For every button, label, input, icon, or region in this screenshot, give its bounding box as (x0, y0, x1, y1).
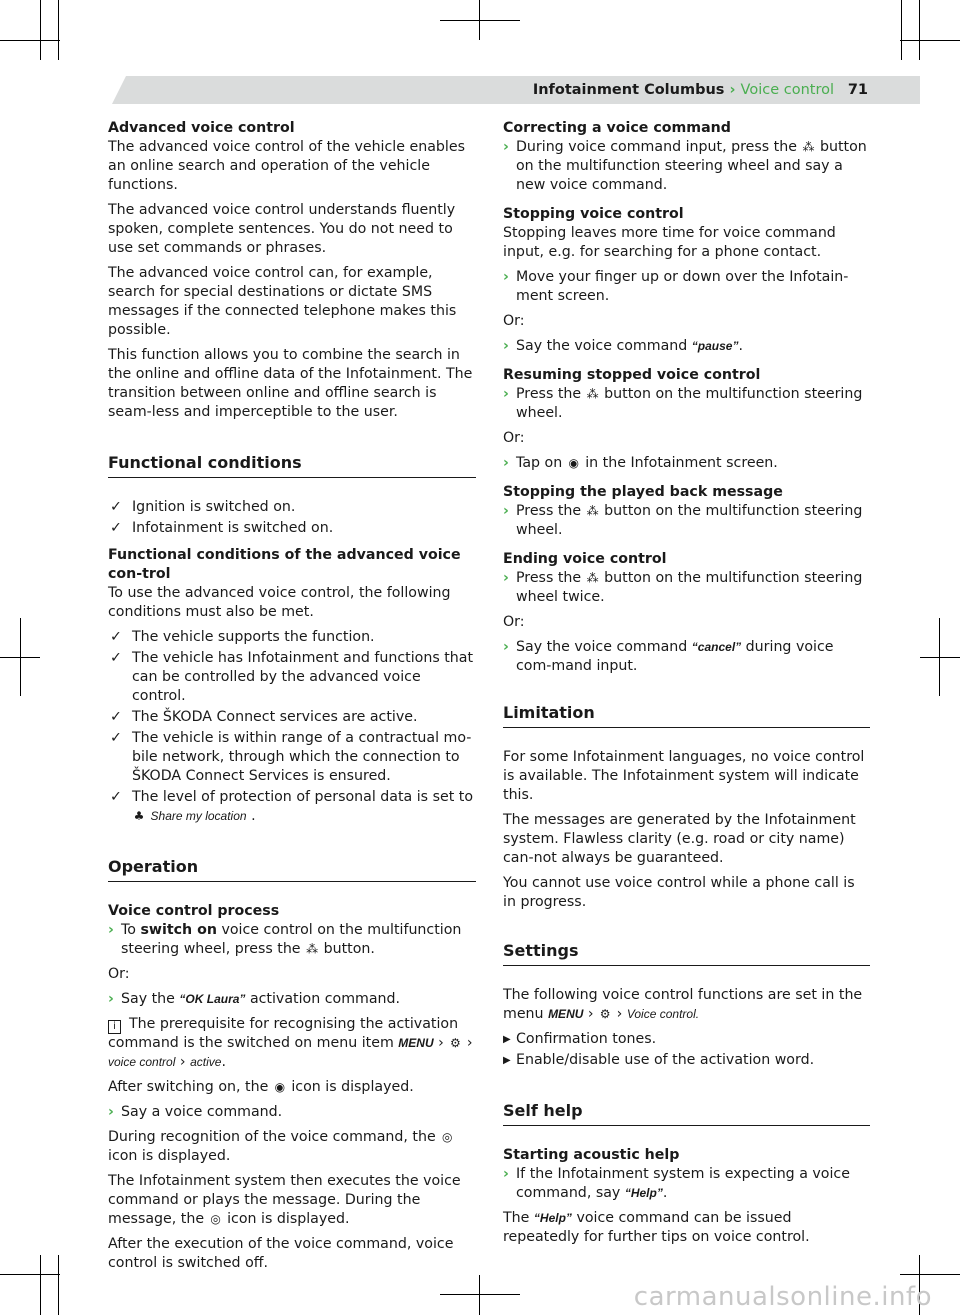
paragraph: You cannot use voice control while a phone call is in progress. (503, 875, 855, 910)
check-icon: ✓ (110, 650, 122, 666)
crop-mark (58, 1255, 59, 1315)
voice-button-icon: ⁂ (586, 387, 599, 401)
instruction-step: › Move your finger up or down over the Infotain-ment screen. (503, 269, 849, 304)
step-arrow-icon: › (503, 338, 509, 354)
voice-active-icon: ◉ (274, 1080, 286, 1094)
instruction-step: › Say the “OK Laura” activation command. (108, 991, 401, 1007)
menu-path: voice control (108, 1055, 176, 1069)
stop-msg-title: Stopping the played back message (503, 484, 783, 500)
check-icon: ✓ (110, 789, 122, 805)
step-arrow-icon: › (503, 639, 509, 655)
voice-button-icon: ⁂ (802, 140, 815, 154)
paragraph: The “Help” voice command can be issued repeatedly for further tips on voice control. (503, 1210, 810, 1245)
triangle-bullet-icon: ▶ (503, 1034, 511, 1045)
crop-mark (901, 0, 902, 60)
list-item: ▶ Confirmation tones. (503, 1031, 657, 1047)
paragraph: Stopping leaves more time for voice command input, e.g. for searching for a phone contact. (503, 225, 836, 260)
instruction-step: › Say the voice command “cancel” during voice com-mand input. (503, 639, 834, 674)
crop-mark (920, 657, 960, 658)
step-arrow-icon: › (108, 991, 114, 1007)
step-arrow-icon: › (503, 269, 509, 285)
crop-mark (440, 20, 520, 21)
menu-value: active (190, 1055, 222, 1069)
crop-mark (900, 40, 960, 41)
crop-mark (40, 0, 41, 60)
func-adv-title: Functional conditions of the advanced voice con-trol (108, 547, 461, 582)
voice-button-icon: ⁂ (586, 504, 599, 518)
step-arrow-icon: › (503, 503, 509, 519)
paragraph: During recognition of the voice command, the ◎ icon is displayed. (108, 1129, 453, 1164)
step-arrow-icon: › (503, 1166, 509, 1182)
crop-mark (40, 1255, 41, 1315)
check-item: ✓ Infotainment is switched on. (110, 520, 334, 536)
check-item: ✓ The vehicle has Infotainment and functions that can be controlled by the advanced voice control. (110, 650, 474, 704)
check-item: ✓ The vehicle supports the function. (110, 629, 375, 645)
step-arrow-icon: › (108, 922, 114, 938)
check-icon: ✓ (110, 730, 122, 746)
note: i The prerequisite for recognising the activation command is the switched on menu item MENU › ⚙ › voice control › active. (108, 1016, 473, 1070)
or-text: Or: (503, 313, 525, 329)
stop-title: Stopping voice control (503, 206, 684, 222)
menu-path: Voice control. (626, 1007, 700, 1021)
resume-title: Resuming stopped voice control (503, 367, 761, 383)
process-title: Voice control process (108, 903, 280, 919)
or-text: Or: (503, 614, 525, 630)
section-heading: Limitation (503, 702, 870, 728)
check-icon: ✓ (110, 629, 122, 645)
instruction-step: › If the Infotainment system is expecting a voice command, say “Help”. (503, 1166, 850, 1201)
instruction-step: › During voice command input, press the ⁂ button on the multifunction steering wheel and say a new voice command. (503, 139, 867, 193)
crop-mark (939, 618, 940, 696)
instruction-step: › Press the ⁂ button on the multifunction steering wheel. (503, 503, 863, 538)
menu-label: MENU (548, 1007, 584, 1021)
paragraph: The advanced voice control can, for example, search for special destinations or dictate SMS messages if the connected telephone makes this possible. (108, 265, 457, 338)
crop-mark (20, 618, 21, 696)
privacy-setting: Share my location (150, 809, 247, 823)
watermark: carmanualsonline.info (633, 1282, 932, 1312)
left-column (108, 119, 476, 1279)
adv-title: Advanced voice control (108, 120, 295, 136)
section-heading: Settings (503, 940, 870, 966)
page-number: 71 (847, 82, 868, 98)
instruction-step: › Tap on ◉ in the Infotainment screen. (503, 455, 778, 471)
section-heading: Self help (503, 1100, 870, 1126)
crop-mark (440, 1294, 520, 1295)
voice-recognition-icon: ◎ (441, 1130, 453, 1144)
paragraph: The messages are generated by the Infotainment system. Flawless clarity (e.g. road or city name) can-not always be guaranteed. (503, 812, 856, 866)
check-icon: ✓ (110, 709, 122, 725)
paragraph: To use the advanced voice control, the following conditions must also be met. (108, 585, 451, 620)
or-text: Or: (503, 430, 525, 446)
running-header (533, 81, 834, 99)
crop-mark (58, 0, 59, 60)
section-heading: Operation (108, 856, 476, 882)
voice-message-icon: ◎ (210, 1212, 221, 1226)
correct-title: Correcting a voice command (503, 120, 731, 136)
list-item: ▶ Enable/disable use of the activation word. (503, 1052, 815, 1068)
check-item: ✓ The level of protection of personal data is set to ♣ Share my location . (110, 789, 474, 824)
right-column (503, 119, 870, 1253)
paragraph: After switching on, the ◉ icon is displayed. (108, 1079, 414, 1095)
info-icon: i (108, 1020, 121, 1034)
paragraph: The Infotainment system then executes the voice command or plays the message. During the message, the ◎ icon is displayed. (108, 1173, 461, 1227)
voice-button-icon: ⁂ (306, 942, 319, 956)
voice-button-icon: ⁂ (586, 571, 599, 585)
triangle-bullet-icon: ▶ (503, 1055, 511, 1066)
voice-screen-icon: ◉ (568, 456, 579, 470)
instruction-step: › Say the voice command “pause”. (503, 338, 743, 354)
check-icon: ✓ (110, 520, 122, 536)
instruction-step: › Press the ⁂ button on the multifunction steering wheel. (503, 386, 863, 421)
paragraph: After the execution of the voice command, voice control is switched off. (108, 1236, 454, 1271)
paragraph: This function allows you to combine the search in the online and offline data of the Infotainment. The transition between online and offline search is seam-less and imperceptible to the user. (108, 347, 473, 420)
settings-icon: ⚙ (449, 1036, 461, 1050)
check-item: ✓ The vehicle is within range of a contractual mo-bile network, through which the connection to ŠKODA Connect Services is ensured. (110, 730, 472, 784)
instruction-step: › Press the ⁂ button on the multifunction steering wheel twice. (503, 570, 863, 605)
end-title: Ending voice control (503, 551, 667, 567)
paragraph: For some Infotainment languages, no voice control is available. The Infotainment system will indicate this. (503, 749, 865, 803)
check-item: ✓ The ŠKODA Connect services are active. (110, 709, 418, 725)
breadcrumb-separator: › (729, 82, 736, 98)
instruction-step: › Say a voice command. (108, 1104, 283, 1120)
paragraph: The advanced voice control understands fluently spoken, complete sentences. You do not need to use set commands or phrases. (108, 202, 456, 256)
paragraph: The following voice control functions are set in the menu MENU › ⚙ › Voice control. (503, 987, 863, 1022)
check-item: ✓ Ignition is switched on. (110, 499, 296, 515)
crop-mark (900, 1274, 960, 1275)
step-arrow-icon: › (108, 1104, 114, 1120)
check-icon: ✓ (110, 499, 122, 515)
step-arrow-icon: › (503, 139, 509, 155)
section-heading: Functional conditions (108, 452, 476, 478)
location-share-icon: ♣ (133, 809, 145, 823)
settings-icon: ⚙ (599, 1007, 611, 1021)
crop-mark (919, 0, 920, 60)
help-title: Starting acoustic help (503, 1147, 680, 1163)
paragraph: The advanced voice control of the vehicle enables an online search and operation of the vehicle functions. (108, 139, 465, 193)
step-arrow-icon: › (503, 570, 509, 586)
crop-mark (0, 40, 60, 41)
crop-mark (0, 1274, 60, 1275)
crop-mark (479, 0, 480, 40)
chapter-title: Infotainment Columbus (532, 82, 725, 98)
section-title: Voice control (740, 82, 834, 98)
crop-mark (479, 1275, 480, 1315)
menu-label: MENU (398, 1036, 434, 1050)
or-text: Or: (108, 966, 130, 982)
instruction-step: › To switch on voice control on the multifunction steering wheel, press the ⁂ button. (108, 922, 462, 957)
step-arrow-icon: › (503, 386, 509, 402)
step-arrow-icon: › (503, 455, 509, 471)
